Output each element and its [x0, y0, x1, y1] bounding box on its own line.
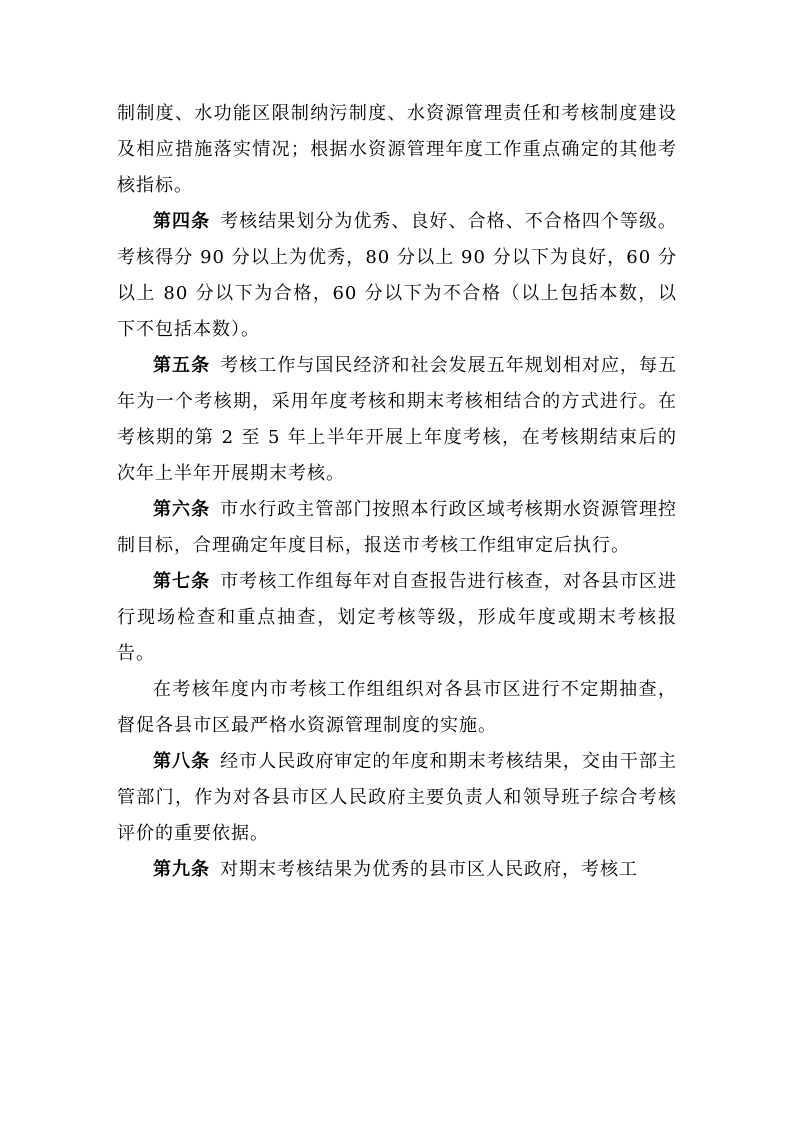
article-6	[117, 492, 677, 564]
paragraph-text: 制制度、水功能区限制纳污制度、水资源管理责任和考核制度建设及相应措施落实情况；根据水资源管理年度工作重点确定的其他考核指标。	[117, 103, 677, 196]
paragraph-text: 对期末考核结果为优秀的县市区人民政府，考核工	[220, 859, 638, 880]
paragraph-text: 考核结果划分为优秀、良好、合格、不合格四个等级。考核得分 90 分以上为优秀，80 分以上 90 分以下为良好，60 分以上 80 分以下为合格，60 分以下为不合格（以上包括本数，以下不包括本数）。	[117, 211, 678, 340]
article-label: 第四条	[153, 211, 211, 232]
article-8	[117, 744, 677, 852]
article-label: 第九条	[153, 859, 210, 880]
paragraph-text: 市考核工作组每年对自查报告进行核查，对各县市区进行现场检查和重点抽查，划定考核等级，形成年度或期末考核报告。	[117, 571, 678, 664]
article-7	[117, 564, 677, 672]
paragraph-continuation	[117, 96, 677, 204]
article-9	[117, 852, 677, 888]
paragraph-spot-check	[117, 672, 677, 744]
document-body	[117, 96, 677, 888]
article-label: 第七条	[153, 571, 211, 592]
paragraph-text: 市水行政主管部门按照本行政区域考核期水资源管理控制目标，合理确定年度目标，报送市考核工作组审定后执行。	[117, 499, 678, 556]
article-label: 第六条	[153, 499, 211, 520]
paragraph-text: 考核工作与国民经济和社会发展五年规划相对应，每五年为一个考核期，采用年度考核和期末考核相结合的方式进行。在考核期的第 2 至 5 年上半年开展上年度考核，在考核期结束后的次年上半年开展期末考核。	[117, 355, 678, 484]
article-4	[117, 204, 677, 348]
article-label: 第五条	[153, 355, 211, 376]
paragraph-text: 经市人民政府审定的年度和期末考核结果，交由干部主管部门，作为对各县市区人民政府主要负责人和领导班子综合考核评价的重要依据。	[117, 751, 678, 844]
article-label: 第八条	[153, 751, 211, 772]
paragraph-text: 在考核年度内市考核工作组组织对各县市区进行不定期抽查，督促各县市区最严格水资源管理制度的实施。	[117, 679, 677, 736]
article-5	[117, 348, 677, 492]
